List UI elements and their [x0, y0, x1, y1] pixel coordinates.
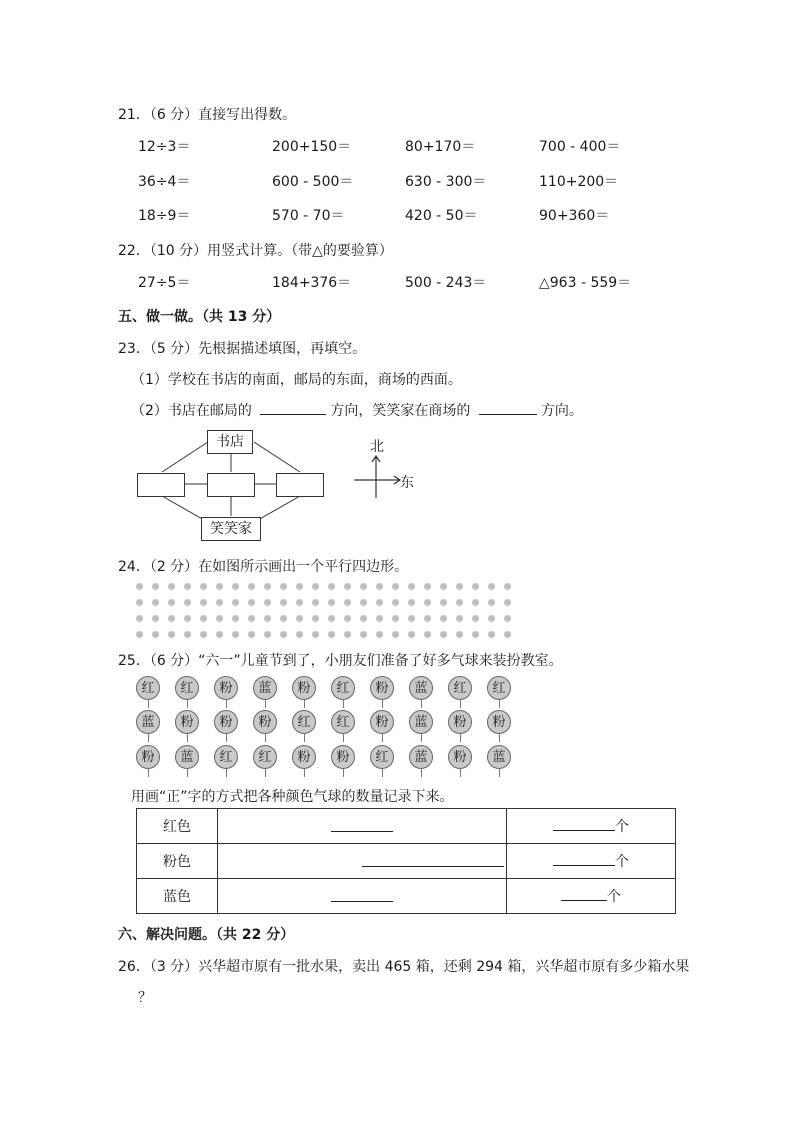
q21-expr: 630 - 300＝ [405, 174, 487, 190]
q21-expr: 90+360＝ [539, 208, 610, 224]
table-row [137, 809, 676, 844]
grid-dot[interactable] [456, 599, 463, 606]
grid-dot[interactable] [136, 583, 143, 590]
grid-dot[interactable] [328, 599, 335, 606]
tally-cell[interactable] [218, 879, 507, 914]
q26-tail: ？ [138, 990, 152, 1006]
grid-dot[interactable] [216, 583, 223, 590]
q21-expr: 570 - 70＝ [272, 208, 345, 224]
balloon-pink: 粉 [370, 676, 394, 700]
grid-dot[interactable] [296, 583, 303, 590]
grid-dot[interactable] [312, 599, 319, 606]
grid-dot[interactable] [472, 615, 479, 622]
grid-dot[interactable] [344, 583, 351, 590]
grid-dot[interactable] [376, 583, 383, 590]
grid-dot[interactable] [264, 583, 271, 590]
q25-title: 25．（6 分）“六一”儿童节到了，小朋友们准备了好多气球来装扮教室。 [118, 653, 563, 669]
q21-expr: 700 - 400＝ [539, 139, 621, 155]
grid-dot[interactable] [376, 631, 383, 638]
grid-dot[interactable] [168, 599, 175, 606]
balloon-red: 红 [136, 676, 160, 700]
grid-dot[interactable] [280, 615, 287, 622]
color-label: 红色 [137, 809, 218, 844]
unit-label: 个 [615, 854, 629, 870]
answer-blank[interactable] [331, 887, 393, 902]
balloon-pink: 粉 [487, 710, 511, 734]
balloon-pink: 粉 [370, 710, 394, 734]
section5-heading: 五、做一做。（共 13 分） [118, 309, 281, 325]
grid-dot[interactable] [312, 583, 319, 590]
grid-dot[interactable] [168, 583, 175, 590]
grid-dot[interactable] [424, 583, 431, 590]
grid-dot[interactable] [248, 583, 255, 590]
grid-dot[interactable] [376, 599, 383, 606]
grid-dot[interactable] [232, 615, 239, 622]
grid-dot[interactable] [264, 615, 271, 622]
compass-icon [352, 454, 404, 502]
grid-dot[interactable] [504, 615, 511, 622]
q22-expr: 184+376＝ [272, 275, 352, 291]
grid-dot[interactable] [440, 599, 447, 606]
grid-dot[interactable] [200, 599, 207, 606]
balloon-pink: 粉 [448, 710, 472, 734]
grid-dot[interactable] [184, 615, 191, 622]
q21-row-3 [0, 205, 794, 225]
tally-cell[interactable] [218, 844, 507, 879]
grid-dot[interactable] [280, 631, 287, 638]
grid-dot[interactable] [264, 631, 271, 638]
q22-expr: 27÷5＝ [138, 275, 191, 291]
count-cell [507, 844, 676, 879]
q22-row [0, 272, 794, 292]
q22-title: 22．（10 分）用竖式计算。（带△的要验算） [118, 243, 393, 259]
q26-title: 26．（3 分）兴华超市原有一批水果，卖出 465 箱，还剩 294 箱，兴华超市原有多少箱水果 [118, 959, 690, 975]
grid-dot[interactable] [296, 615, 303, 622]
grid-dot[interactable] [408, 583, 415, 590]
color-label: 粉色 [137, 844, 218, 879]
grid-dot[interactable] [184, 599, 191, 606]
answer-blank[interactable] [479, 400, 537, 415]
grid-dot[interactable] [344, 615, 351, 622]
grid-dot[interactable] [280, 599, 287, 606]
grid-dot[interactable] [200, 583, 207, 590]
unit-label: 个 [615, 819, 629, 835]
grid-dot[interactable] [488, 583, 495, 590]
q23-line2 [131, 400, 583, 420]
grid-dot[interactable] [440, 615, 447, 622]
grid-dot[interactable] [440, 631, 447, 638]
grid-dot[interactable] [424, 615, 431, 622]
balloon-red: 红 [331, 676, 355, 700]
q24-title: 24．（2 分）在如图所示画出一个平行四边形。 [118, 559, 409, 575]
balloon-pink: 粉 [214, 676, 238, 700]
balloon-blue: 蓝 [487, 745, 511, 769]
table-row [137, 879, 676, 914]
answer-blank[interactable] [561, 886, 607, 901]
balloon-blue: 蓝 [409, 676, 433, 700]
balloon-pink: 粉 [292, 745, 316, 769]
q21-row-1 [0, 136, 794, 156]
grid-dot[interactable] [168, 615, 175, 622]
grid-dot[interactable] [136, 599, 143, 606]
balloon-red: 红 [370, 745, 394, 769]
blank-place-box-right[interactable] [276, 473, 324, 497]
grid-dot[interactable] [360, 599, 367, 606]
q22-expr: △963 - 559＝ [539, 275, 632, 291]
blank-place-box-middle[interactable] [207, 473, 255, 497]
balloon-red: 红 [175, 676, 199, 700]
grid-dot[interactable] [424, 631, 431, 638]
color-label: 蓝色 [137, 879, 218, 914]
grid-dot[interactable] [488, 631, 495, 638]
balloon-pink: 粉 [214, 710, 238, 734]
balloon-pink: 粉 [175, 710, 199, 734]
q21-expr: 12÷3＝ [138, 139, 191, 155]
answer-blank[interactable] [553, 851, 615, 866]
balloon-blue: 蓝 [409, 745, 433, 769]
balloon-blue: 蓝 [136, 710, 160, 734]
grid-dot[interactable] [360, 615, 367, 622]
grid-dot[interactable] [168, 631, 175, 638]
grid-dot[interactable] [392, 599, 399, 606]
grid-dot[interactable] [136, 615, 143, 622]
grid-dot[interactable] [152, 599, 159, 606]
grid-dot[interactable] [392, 583, 399, 590]
grid-dot[interactable] [472, 583, 479, 590]
grid-dot[interactable] [488, 615, 495, 622]
blank-place-box-left[interactable] [137, 473, 185, 497]
balloon-pink: 粉 [136, 745, 160, 769]
grid-dot[interactable] [232, 631, 239, 638]
grid-dot[interactable] [504, 599, 511, 606]
q21-expr: 600 - 500＝ [272, 174, 354, 190]
q21-expr: 200+150＝ [272, 139, 352, 155]
grid-dot[interactable] [456, 631, 463, 638]
compass-east-label: 东 [400, 475, 414, 491]
tally-table [136, 808, 676, 914]
grid-dot[interactable] [504, 583, 511, 590]
grid-dot[interactable] [264, 599, 271, 606]
balloon-pink: 粉 [253, 710, 277, 734]
grid-dot[interactable] [472, 631, 479, 638]
tally-cell[interactable] [218, 809, 507, 844]
balloon-red: 红 [292, 710, 316, 734]
count-cell [507, 879, 676, 914]
grid-dot[interactable] [456, 615, 463, 622]
balloon-grid [134, 674, 514, 778]
grid-dot[interactable] [216, 631, 223, 638]
balloon-red: 红 [214, 745, 238, 769]
q23-title: 23．（5 分）先根据描述填图，再填空。 [118, 341, 367, 357]
q23-line2-b: 方向，笑笑家在商场的 [330, 403, 471, 419]
balloon-pink: 粉 [448, 745, 472, 769]
section6-heading: 六、解决问题。（共 22 分） [118, 927, 295, 943]
grid-dot[interactable] [248, 615, 255, 622]
compass-north-label: 北 [370, 439, 384, 455]
grid-dot[interactable] [392, 615, 399, 622]
grid-dot[interactable] [424, 599, 431, 606]
q21-expr: 420 - 50＝ [405, 208, 478, 224]
dot-grid[interactable] [136, 583, 516, 641]
grid-dot[interactable] [376, 615, 383, 622]
grid-dot[interactable] [328, 615, 335, 622]
unit-label: 个 [607, 889, 621, 905]
grid-dot[interactable] [152, 631, 159, 638]
grid-dot[interactable] [232, 599, 239, 606]
grid-dot[interactable] [184, 631, 191, 638]
bookstore-box: 书店 [207, 430, 253, 454]
grid-dot[interactable] [392, 631, 399, 638]
grid-dot[interactable] [296, 631, 303, 638]
balloon-red: 红 [448, 676, 472, 700]
grid-dot[interactable] [408, 615, 415, 622]
grid-dot[interactable] [360, 631, 367, 638]
answer-blank[interactable] [362, 852, 504, 867]
grid-dot[interactable] [472, 599, 479, 606]
balloon-blue: 蓝 [253, 676, 277, 700]
grid-dot[interactable] [312, 615, 319, 622]
grid-dot[interactable] [344, 631, 351, 638]
grid-dot[interactable] [200, 615, 207, 622]
q23-line2-a: （2）书店在邮局的 [131, 403, 252, 419]
q21-expr: 36÷4＝ [138, 174, 191, 190]
grid-dot[interactable] [440, 583, 447, 590]
balloon-red: 红 [331, 710, 355, 734]
grid-dot[interactable] [216, 599, 223, 606]
q25-instruction: 用画“正”字的方式把各种颜色气球的数量记录下来。 [131, 789, 454, 805]
grid-dot[interactable] [312, 631, 319, 638]
answer-blank[interactable] [553, 816, 615, 831]
answer-blank[interactable] [260, 400, 326, 415]
table-row [137, 844, 676, 879]
q21-title: 21．（6 分）直接写出得数。 [118, 107, 297, 123]
grid-dot[interactable] [232, 583, 239, 590]
grid-dot[interactable] [184, 583, 191, 590]
q21-row-2 [0, 171, 794, 191]
count-cell [507, 809, 676, 844]
q22-expr: 500 - 243＝ [405, 275, 487, 291]
balloon-blue: 蓝 [409, 710, 433, 734]
balloon-pink: 粉 [292, 676, 316, 700]
q21-expr: 110+200＝ [539, 174, 619, 190]
balloon-red: 红 [253, 745, 277, 769]
grid-dot[interactable] [280, 583, 287, 590]
grid-dot[interactable] [408, 631, 415, 638]
grid-dot[interactable] [248, 599, 255, 606]
grid-dot[interactable] [344, 599, 351, 606]
grid-dot[interactable] [504, 631, 511, 638]
grid-dot[interactable] [152, 615, 159, 622]
balloon-blue: 蓝 [175, 745, 199, 769]
grid-dot[interactable] [456, 583, 463, 590]
grid-dot[interactable] [136, 631, 143, 638]
grid-dot[interactable] [488, 599, 495, 606]
grid-dot[interactable] [152, 583, 159, 590]
grid-dot[interactable] [248, 631, 255, 638]
grid-dot[interactable] [328, 631, 335, 638]
xiaoxiao-home-box: 笑笑家 [201, 517, 261, 541]
grid-dot[interactable] [200, 631, 207, 638]
q21-expr: 80+170＝ [405, 139, 476, 155]
grid-dot[interactable] [296, 599, 303, 606]
grid-dot[interactable] [216, 615, 223, 622]
answer-blank[interactable] [331, 817, 393, 832]
grid-dot[interactable] [360, 583, 367, 590]
grid-dot[interactable] [408, 599, 415, 606]
q23-line1: （1）学校在书店的南面，邮局的东面，商场的西面。 [131, 372, 462, 388]
q21-expr: 18÷9＝ [138, 208, 191, 224]
grid-dot[interactable] [328, 583, 335, 590]
balloon-pink: 粉 [331, 745, 355, 769]
q23-line2-c: 方向。 [540, 403, 583, 419]
balloon-red: 红 [487, 676, 511, 700]
